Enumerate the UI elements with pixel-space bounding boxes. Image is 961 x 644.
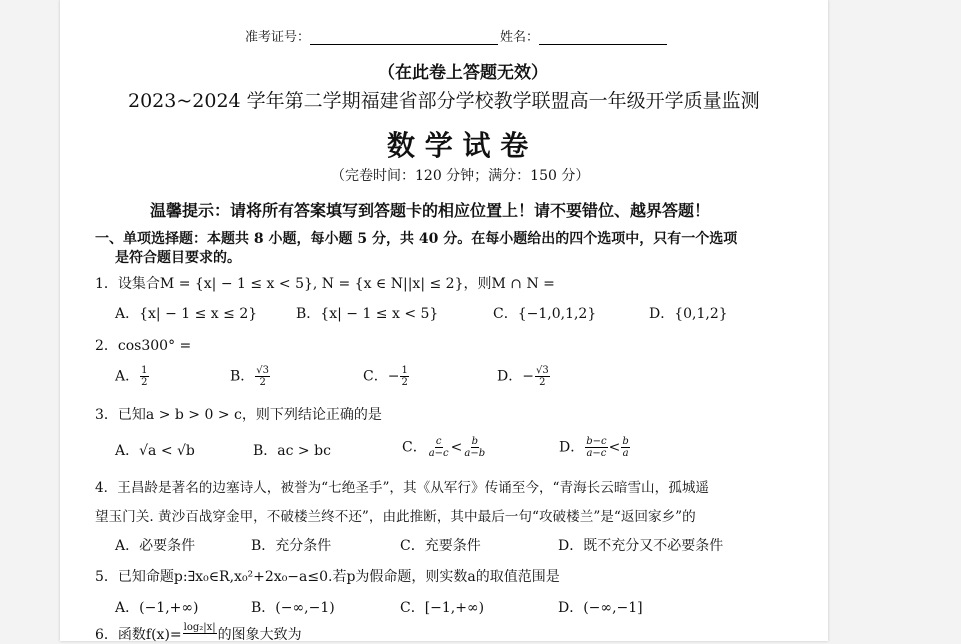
q3-c-den2: a−b	[464, 448, 486, 459]
q5-option-a: A．(−1,+∞)	[115, 600, 199, 616]
q2-option-b	[230, 365, 271, 388]
name-label: 姓名：	[500, 30, 540, 45]
q2-d-den: 2	[539, 377, 546, 388]
q2-c-den: 2	[401, 377, 408, 388]
q3-option-b: B．ac > bc	[253, 443, 331, 459]
q2-d-fraction	[535, 365, 550, 388]
q2-a-num: 1	[141, 365, 148, 376]
q2-a-fraction	[140, 365, 148, 388]
q4-option-a: A．必要条件	[115, 538, 196, 554]
q2-option-c	[363, 365, 410, 388]
q3-option-a: A．√a < √b	[115, 443, 195, 459]
q3-c-frac2	[463, 436, 486, 459]
time-info: （完卷时间：120 分钟；满分：150 分）	[331, 168, 590, 184]
q4-option-d: D．既不充分又不必要条件	[558, 538, 724, 554]
notice: （在此卷上答题无效）	[378, 63, 548, 83]
exam-page	[60, 0, 828, 641]
q3-c-den1: a−c	[428, 448, 449, 459]
q3-c-label: C．	[402, 439, 427, 456]
q6-stem	[95, 624, 302, 644]
q6-prefix: 6．函数f(x)=	[95, 627, 182, 643]
q3-d-op: <	[608, 439, 621, 456]
q3-d-den1: a−c	[586, 448, 607, 459]
section1-heading-cont: 是符合题目要求的。	[115, 250, 241, 266]
q4-stem-line1: 4．王昌龄是著名的边塞诗人，被誉为“七绝圣手”，其《从军行》传诵至今，“青海长云暗雪山，孤城遥	[95, 480, 710, 496]
q2-a-label: A．	[115, 368, 140, 385]
q2-b-fraction	[255, 365, 270, 388]
section1-heading: 一、单项选择题：本题共 8 小题，每小题 5 分，共 40 分。在每小题给出的四个选项中，只有一个选项	[95, 231, 738, 247]
q4-option-c: C．充要条件	[400, 538, 481, 554]
q5-option-c: C．[−1,+∞)	[400, 600, 485, 616]
q2-option-a	[115, 365, 150, 388]
q3-d-num1: b−c	[586, 436, 607, 447]
warm-tip: 温馨提示：请将所有答案填写到答题卡的相应位置上！请不要错位、越界答题！	[150, 201, 711, 220]
q2-b-label: B．	[230, 368, 255, 385]
q5-option-b: B．(−∞,−1)	[251, 600, 335, 616]
q2-c-num: 1	[401, 365, 408, 376]
subject-title: 数 学 试 卷	[387, 129, 529, 162]
q3-d-label: D．	[559, 439, 585, 456]
q2-c-fraction	[400, 365, 408, 388]
q2-option-d	[497, 365, 551, 388]
q3-c-frac1	[428, 436, 450, 459]
q3-c-num2: b	[471, 436, 478, 447]
ticket-number-label: 准考证号：	[245, 30, 311, 45]
q3-c-op: <	[450, 439, 463, 456]
q3-stem: 3．已知a > b > 0 > c，则下列结论正确的是	[95, 407, 382, 423]
q1-option-a: A．{x| − 1 ≤ x ≤ 2}	[115, 306, 258, 322]
q5-option-d: D．(−∞,−1]	[558, 600, 643, 616]
q3-option-d	[559, 436, 631, 459]
q5-stem: 5．已知命题p:∃x₀∈R,x₀²+2x₀−a≤0.若p为假命题，则实数a的取值范围是	[95, 569, 560, 585]
q3-c-num1: c	[435, 436, 442, 447]
name-blank	[539, 29, 667, 45]
q1-stem: 1．设集合M = {x| − 1 ≤ x < 5}, N = {x ∈ N||x| ≤ 2}，则M ∩ N =	[95, 276, 555, 292]
q2-stem: 2．cos300° =	[95, 338, 192, 354]
q3-d-num2: b	[622, 436, 629, 447]
q3-d-frac2	[621, 436, 629, 459]
q1-option-c: C．{−1,0,1,2}	[493, 306, 597, 322]
q3-d-den2: a	[622, 448, 629, 459]
q2-a-den: 2	[141, 377, 148, 388]
q3-d-frac1	[585, 436, 607, 459]
q1-option-b: B．{x| − 1 ≤ x < 5}	[296, 306, 439, 322]
q6-fraction	[183, 622, 217, 634]
q6-num: log₂|x|	[183, 622, 216, 633]
exam-title: 2023~2024 学年第二学期福建省部分学校教学联盟高一年级开学质量监测	[128, 90, 760, 112]
q2-b-den: 2	[259, 377, 266, 388]
q3-option-c	[402, 436, 487, 459]
ticket-number-field	[245, 26, 667, 45]
q4-option-b: B．充分条件	[251, 538, 332, 554]
ticket-number-blank	[310, 29, 498, 45]
q2-d-num: √3	[535, 365, 549, 376]
q6-suffix: 的图象大致为	[217, 627, 302, 643]
q2-d-label: D．−	[497, 368, 534, 385]
q2-b-num: √3	[256, 365, 270, 376]
q1-option-d: D．{0,1,2}	[649, 306, 728, 322]
q4-stem-line2: 望玉门关. 黄沙百战穿金甲，不破楼兰终不还”，由此推断，其中最后一句“攻破楼兰”是“返回家乡”的	[95, 509, 696, 525]
q2-c-label: C．−	[363, 368, 400, 385]
